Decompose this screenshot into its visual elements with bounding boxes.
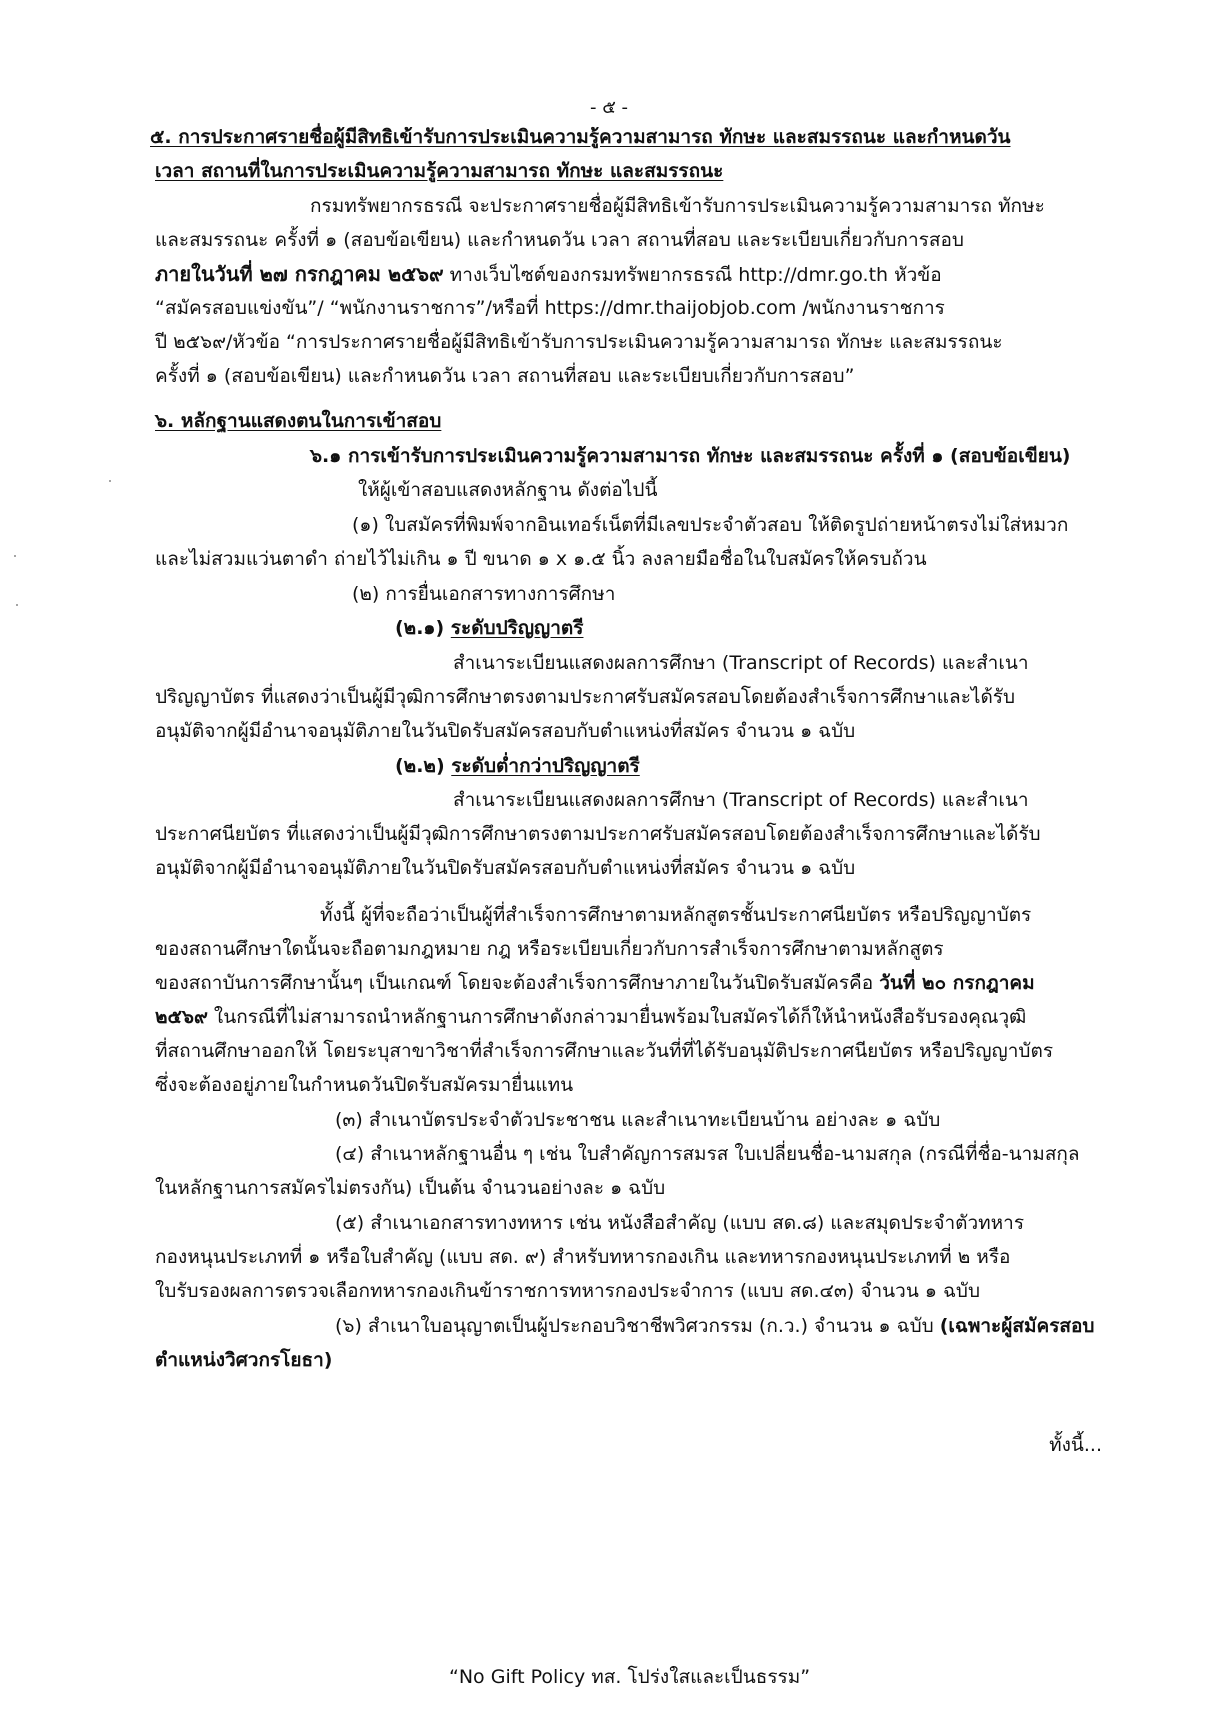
note-line4-text: ในกรณีที่ไม่สามารถนำหลักฐานการศึกษาดังกล่าวมายื่นพร้อมใบสมัครได้ก็ให้นำหนังสือรับรองคุณวุฒิ bbox=[207, 1006, 1027, 1028]
item2-2-heading bbox=[395, 753, 640, 779]
item6-line1 bbox=[335, 1313, 1095, 1339]
section5-para-line3 bbox=[155, 261, 942, 288]
section5-para-line4: “สมัครสอบแข่งขัน”/ “พนักงานราชการ”/หรือที่ https://dmr.thaijobjob.com /พนักงานราชการ bbox=[155, 297, 945, 319]
section5-para-line6: ครั้งที่ ๑ (สอบข้อเขียน) และกำหนดวัน เวลา สถานที่สอบ และระเบียบเกี่ยวกับการสอบ” bbox=[155, 365, 855, 387]
item3: (๓) สำเนาบัตรประจำตัวประชาชน และสำเนาทะเบียนบ้าน อย่างละ ๑ ฉบับ bbox=[335, 1109, 941, 1131]
item4-line2: ในหลักฐานการสมัครไม่ตรงกัน) เป็นต้น จำนวนอย่างละ ๑ ฉบับ bbox=[155, 1177, 666, 1199]
scan-speck bbox=[16, 604, 18, 606]
note-line5: ที่สถานศึกษาออกให้ โดยระบุสาขาวิชาที่สำเร็จการศึกษาและวันที่ที่ได้รับอนุมัติประกาศนียบัตร หรือปริญญาบัตร bbox=[155, 1040, 1054, 1062]
note-line3-text: ของสถาบันการศึกษานั้นๆ เป็นเกณฑ์ โดยจะต้องสำเร็จการศึกษาภายในวันปิดรับสมัครคือ bbox=[155, 972, 880, 994]
item2-2-line3: อนุมัติจากผู้มีอำนาจอนุมัติภายในวันปิดรับสมัครสอบกับตำแหน่งที่สมัคร จำนวน ๑ ฉบับ bbox=[155, 857, 856, 879]
note-line3 bbox=[155, 970, 1035, 996]
item1-line2: และไม่สวมแว่นตาดำ ถ่ายไว้ไม่เกิน ๑ ปี ขนาด ๑ x ๑.๕ นิ้ว ลงลายมือชื่อในใบสมัครให้ครบถ้วน bbox=[155, 548, 927, 570]
item6-text: (๖) สำเนาใบอนุญาตเป็นผู้ประกอบวิชาชีพวิศวกรรม (ก.ว.) จำนวน ๑ ฉบับ bbox=[335, 1315, 940, 1337]
section6-intro: ให้ผู้เข้าสอบแสดงหลักฐาน ดังต่อไปนี้ bbox=[358, 479, 658, 501]
deadline-date: วันที่ ๒๐ กรกฎาคม bbox=[879, 972, 1035, 994]
note-line2: ของสถานศึกษาใดนั้นจะถือตามกฎหมาย กฎ หรือระเบียบเกี่ยวกับการสำเร็จการศึกษาตามหลักสูตร bbox=[155, 938, 944, 960]
item2-1-number: (๒.๑) bbox=[395, 617, 451, 639]
section5-heading-line1: ๕. การประกาศรายชื่อผู้มีสิทธิเข้ารับการประเมินความรู้ความสามารถ ทักษะ และสมรรถนะ และกำหนดวัน bbox=[150, 126, 1011, 148]
section5-para-line1: กรมทรัพยากรธรณี จะประกาศรายชื่อผู้มีสิทธิเข้ารับการประเมินความรู้ความสามารถ ทักษะ bbox=[310, 195, 1045, 217]
item6-line2: ตำแหน่งวิศวกรโยธา) bbox=[155, 1349, 333, 1371]
item2: (๒) การยื่นเอกสารทางการศึกษา bbox=[352, 583, 616, 605]
item2-1-line2: ปริญญาบัตร ที่แสดงว่าเป็นผู้มีวุฒิการศึกษาตรงตามประกาศรับสมัครสอบโดยต้องสำเร็จการศึกษาและได้รับ bbox=[155, 686, 1016, 708]
section6-1-heading: ๖.๑ การเข้ารับการประเมินความรู้ความสามารถ ทักษะ และสมรรถนะ ครั้งที่ ๑ (สอบข้อเขียน) bbox=[310, 445, 1071, 467]
item4-line1: (๔) สำเนาหลักฐานอื่น ๆ เช่น ใบสำคัญการสมรส ใบเปลี่ยนชื่อ-นามสกุล (กรณีที่ชื่อ-นามสกุล bbox=[335, 1143, 1080, 1165]
scan-speck bbox=[14, 555, 16, 557]
page-number: - ๕ - bbox=[590, 97, 629, 118]
scan-speck bbox=[109, 480, 111, 482]
note-line6: ซึ่งจะต้องอยู่ภายในกำหนดวันปิดรับสมัครมายื่นแทน bbox=[155, 1074, 574, 1096]
item2-1-title: ระดับปริญญาตรี bbox=[450, 617, 584, 639]
announce-date: ภายในวันที่ ๒๗ กรกฎาคม ๒๕๖๙ bbox=[155, 262, 444, 286]
note-line4 bbox=[155, 1004, 1026, 1030]
section6-heading: ๖. หลักฐานแสดงตนในการเข้าสอบ bbox=[155, 410, 442, 432]
section5-para-line2: และสมรรถนะ ครั้งที่ ๑ (สอบข้อเขียน) และกำหนดวัน เวลา สถานที่สอบ และระเบียบเกี่ยวกับการสอบ bbox=[155, 229, 964, 251]
section5-heading-line2: เวลา สถานที่ในการประเมินความรู้ความสามารถ ทักษะ และสมรรถนะ bbox=[155, 160, 724, 182]
item2-1-line3: อนุมัติจากผู้มีอำนาจอนุมัติภายในวันปิดรับสมัครสอบกับตำแหน่งที่สมัคร จำนวน ๑ ฉบับ bbox=[155, 720, 856, 742]
item6-note: (เฉพาะผู้สมัครสอบ bbox=[939, 1315, 1095, 1337]
footer-slogan: “No Gift Policy ทส. โปร่งใสและเป็นธรรม” bbox=[449, 1666, 811, 1688]
item5-line1: (๕) สำเนาเอกสารทางทหาร เช่น หนังสือสำคัญ (แบบ สด.๘) และสมุดประจำตัวทหาร bbox=[335, 1212, 1025, 1234]
item5-line3: ใบรับรองผลการตรวจเลือกทหารกองเกินข้าราชการทหารกองประจำการ (แบบ สด.๔๓) จำนวน ๑ ฉบับ bbox=[155, 1280, 981, 1302]
section5-para-line5: ปี ๒๕๖๙/หัวข้อ “การประกาศรายชื่อผู้มีสิทธิเข้ารับการประเมินความรู้ความสามารถ ทักษะ และสมรรถนะ bbox=[155, 331, 1003, 353]
note-line1: ทั้งนี้ ผู้ที่จะถือว่าเป็นผู้ที่สำเร็จการศึกษาตามหลักสูตรชั้นประกาศนียบัตร หรือปริญญาบัตร bbox=[320, 904, 1032, 926]
item5-line2: กองหนุนประเภทที่ ๑ หรือใบสำคัญ (แบบ สด. ๙) สำหรับทหารกองเกิน และทหารกองหนุนประเภทที่ ๒ หรือ bbox=[155, 1246, 1011, 1268]
item2-1-line1: สำเนาระเบียนแสดงผลการศึกษา (Transcript of Records) และสำเนา bbox=[453, 652, 1029, 674]
item1-line1: (๑) ใบสมัครที่พิมพ์จากอินเทอร์เน็ตที่มีเลขประจำตัวสอบ ให้ติดรูปถ่ายหน้าตรงไม่ใส่หมวก bbox=[352, 514, 1069, 536]
continuation-text: ทั้งนี้... bbox=[1049, 1434, 1102, 1456]
deadline-year: ๒๕๖๙ bbox=[155, 1006, 208, 1028]
item2-2-line1: สำเนาระเบียนแสดงผลการศึกษา (Transcript of Records) และสำเนา bbox=[453, 789, 1029, 811]
item2-1-heading bbox=[395, 615, 583, 641]
website-text: ทางเว็บไซต์ของกรมทรัพยากรธรณี http://dmr.go.th หัวข้อ bbox=[443, 264, 942, 286]
item2-2-line2: ประกาศนียบัตร ที่แสดงว่าเป็นผู้มีวุฒิการศึกษาตรงตามประกาศรับสมัครสอบโดยต้องสำเร็จการศึกษาและได้รับ bbox=[155, 823, 1041, 845]
item2-2-number: (๒.๒) bbox=[395, 755, 452, 777]
item2-2-title: ระดับต่ำกว่าปริญญาตรี bbox=[451, 755, 640, 777]
